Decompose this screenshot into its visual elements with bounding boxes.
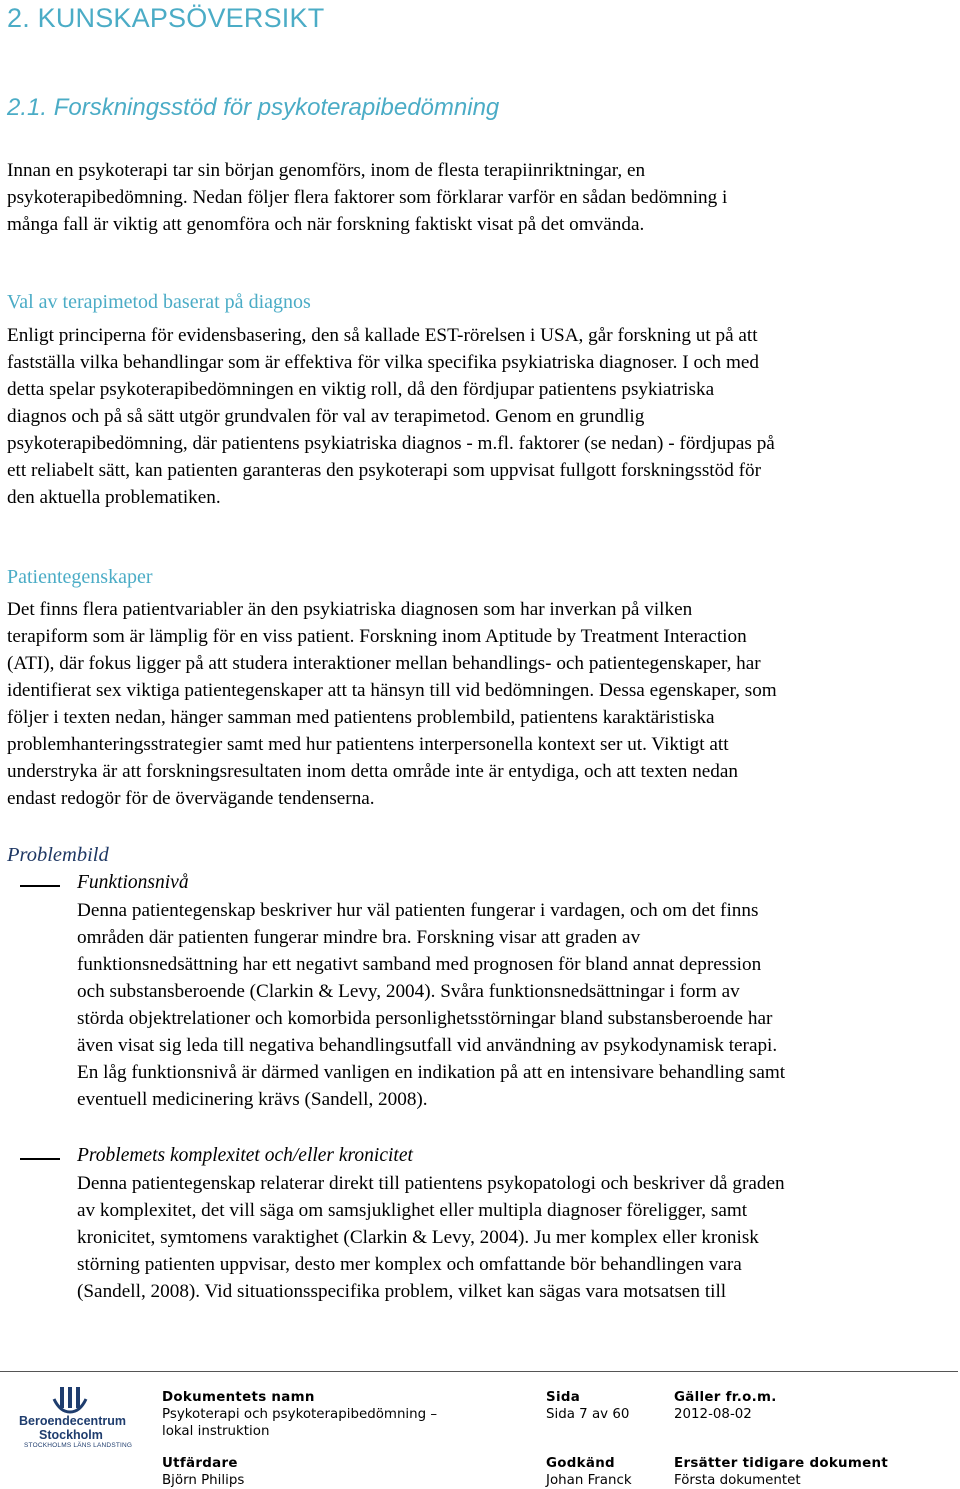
paragraph-line: understryka är att forskningsresultaten inom detta område inte är entydiga, och att texten nedan (7, 761, 739, 782)
doc-name-value: Psykoterapi och psykoterapibedömning – (162, 1407, 438, 1422)
author-label: Utfärdare (162, 1456, 238, 1471)
problembild-heading: Problembild (7, 844, 109, 866)
item-line: störda objektrelationer och komorbida personlighetsstörningar bland substansberoende har (77, 1008, 773, 1029)
intro-line: många fall är viktig att genomföra och när forskning faktiskt visat på det omvända. (7, 214, 645, 235)
section-heading: 2.1. Forskningsstöd för psykoterapibedömning (7, 94, 500, 121)
paragraph-line: terapiform som är lämplig för en viss patient. Forskning inom Aptitude by Treatment Interaction (7, 626, 747, 647)
paragraph-line: (ATI), där fokus ligger på att studera interaktioner mellan behandlings- och patientegenskaper, har (7, 653, 761, 674)
paragraph-line: endast redogör för de övervägande tendenserna. (7, 788, 375, 809)
paragraph-line: Det finns flera patientvariabler än den psykiatriska diagnosen som har inverkan på vilken (7, 599, 693, 620)
author-value: Björn Philips (162, 1473, 245, 1488)
section-title-diagnos: Val av terapimetod baserat på diagnos (7, 291, 311, 313)
paragraph-line: diagnos och på så sätt utgör grundvalen för val av terapimetod. Genom en grundlig (7, 406, 645, 427)
bullet-dash (20, 1158, 60, 1160)
approved-value: Johan Franck (546, 1473, 632, 1488)
logo-subtitle: STOCKHOLMS LÄNS LANDSTING (24, 1442, 133, 1449)
intro-line: Innan en psykoterapi tar sin början genomförs, inom de flesta terapiinriktningar, en (7, 160, 646, 181)
chapter-heading: 2. KUNSKAPSÖVERSIKT (7, 3, 325, 33)
paragraph-line: följer i texten nedan, hänger samman med patientens problembild, patientens karaktäristiska (7, 707, 715, 728)
intro-line: psykoterapibedömning. Nedan följer flera faktorer som förklarar varför en sådan bedömning i (7, 187, 728, 208)
page-label: Sida (546, 1390, 581, 1405)
doc-name-label: Dokumentets namn (162, 1390, 315, 1405)
replaces-label: Ersätter tidigare dokument (674, 1456, 889, 1471)
paragraph-line: identifierat sex viktiga patientegenskaper att ta hänsyn till vid bedömningen. Dessa egenskaper, som (7, 680, 777, 701)
footer-divider (0, 1371, 958, 1372)
item-title-komplexitet: Problemets komplexitet och/eller kronicitet (77, 1145, 413, 1166)
paragraph-line: fastställa vilka behandlingar som är effektiva för vilka specifika psykiatriska diagnoser. I och med (7, 352, 759, 373)
page-value: Sida 7 av 60 (546, 1407, 630, 1422)
item-line: och substansberoende (Clarkin & Levy, 2004). Svåra funktionsnedsättningar i form av (77, 981, 740, 1002)
bullet-dash (20, 885, 60, 887)
paragraph-line: psykoterapibedömning, där patientens psykiatriska diagnos - m.fl. faktorer (se nedan) - fördjupas på (7, 433, 775, 454)
item-line: områden där patienten fungerar mindre bra. Forskning visar att graden av (77, 927, 641, 948)
paragraph-line: ett reliabelt sätt, kan patienten garanteras den psykoterapi som uppvisat fullgott forskningsstöd för (7, 460, 761, 481)
paragraph-line: den aktuella problematiken. (7, 487, 221, 508)
replaces-value: Första dokumentet (674, 1473, 801, 1488)
valid-from-value: 2012-08-02 (674, 1407, 752, 1422)
item-line: även visat sig leda till negativa behandlingsutfall vid användning av psykodynamisk terapi. (77, 1035, 778, 1056)
paragraph-line: detta spelar psykoterapibedömningen en viktig roll, då den fördjupar patientens psykiatriska (7, 379, 715, 400)
item-line: störning patienten uppvisar, desto mer komplex och omfattande bör behandlingen vara (77, 1254, 742, 1275)
item-line: funktionsnedsättning har ett negativt samband med prognosen för bland annat depression (77, 954, 762, 975)
logo-name: Beroendecentrum Stockholm (19, 1414, 126, 1442)
item-line: (Sandell, 2008). Vid situationsspecifika problem, vilket kan sägas vara motsatsen till (77, 1281, 727, 1302)
item-line: Denna patientegenskap relaterar direkt till patientens psykopatologi och beskriver då graden (77, 1173, 785, 1194)
approved-label: Godkänd (546, 1456, 615, 1471)
item-line: av komplexitet, det vill säga om samsjuklighet eller multipla diagnoser föreligger, samt (77, 1200, 748, 1221)
doc-name-value-cont: lokal instruktion (162, 1424, 270, 1439)
item-line: eventuell medicinering krävs (Sandell, 2008). (77, 1089, 428, 1110)
paragraph-line: Enligt principerna för evidensbasering, den så kallade EST-rörelsen i USA, går forskning ut på att (7, 325, 758, 346)
item-line: Denna patientegenskap beskriver hur väl patienten fungerar i vardagen, och om det finns (77, 900, 759, 921)
section-title-patientegenskaper: Patientegenskaper (7, 566, 153, 588)
item-title-funktionsniva: Funktionsnivå (77, 872, 189, 893)
paragraph-line: problemhanteringsstrategier samt med hur patientens interpersonella kontext ser ut. Viktigt att (7, 734, 729, 755)
valid-from-label: Gäller fr.o.m. (674, 1390, 777, 1405)
item-line: kronicitet, symtomens varaktighet (Clarkin & Levy, 2004). Ju mer komplex eller kronisk (77, 1227, 759, 1248)
item-line: En låg funktionsnivå är därmed vanligen en indikation på att en intensivare behandling samt (77, 1062, 786, 1083)
